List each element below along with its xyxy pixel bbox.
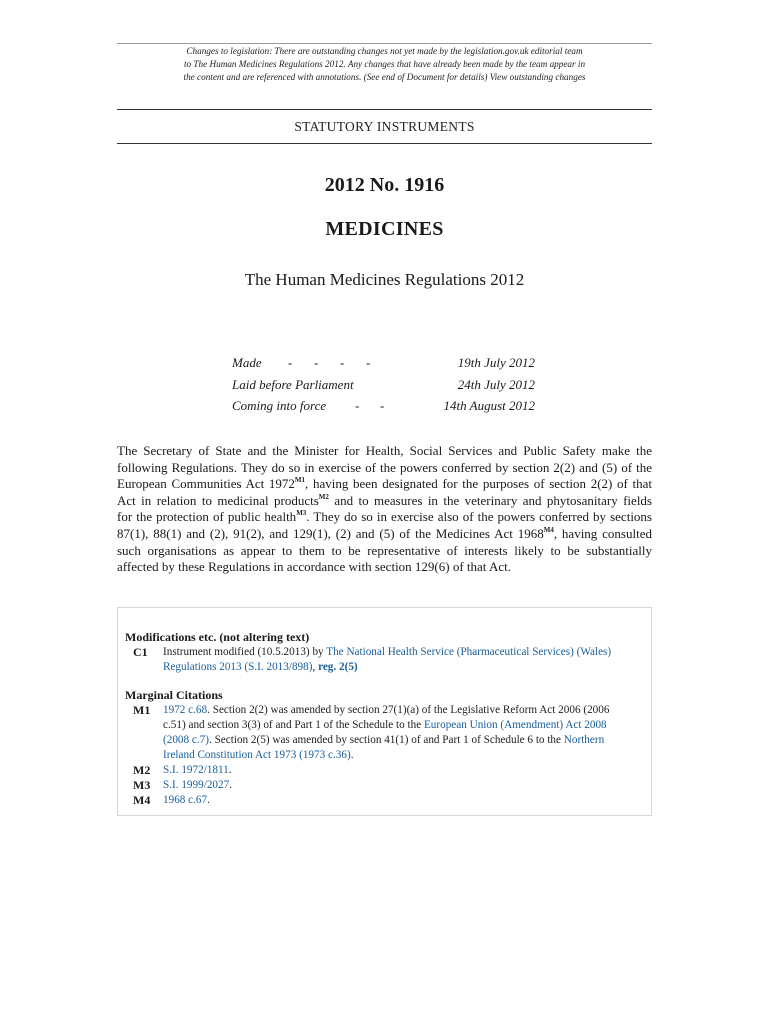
preamble-line: 87(1), 88(1) and (2), 91(2), and 129(1), (2) and (5) of the Medicines Act $1968^{M4}$, having consulted xyxy=(117,525,652,541)
footnote-ref-m4[interactable]: M4 xyxy=(543,525,554,534)
category-heading: STATUTORY INSTRUMENTS xyxy=(294,119,475,134)
eu-amendment-act-link-cont[interactable]: (2008 c.7) xyxy=(163,734,209,746)
preamble-line: Act in relation to medicinal products$^{M2}$ and to measures in the veterinary and phytosanitary fields xyxy=(117,492,652,508)
m4-link[interactable]: 1968 c.67 xyxy=(163,794,208,806)
dash: - xyxy=(340,355,345,370)
m1-act-link[interactable]: 1972 c.68 xyxy=(163,704,208,716)
banner-line-2: to The Human Medicines Regulations 2012. Any changes that have already been made by the team appear in xyxy=(183,59,586,69)
citation-key: M2 xyxy=(133,763,151,777)
preamble xyxy=(117,443,652,576)
banner-line-3-text[interactable]: the content and are referenced with annotations. (See end of Document for details) View outstanding changes xyxy=(183,72,586,82)
regulation-title: The Human Medicines Regulations 2012 xyxy=(244,270,525,289)
m3-link[interactable]: S.I. 1999/2027 xyxy=(163,779,230,791)
subject-heading: MEDICINES xyxy=(325,218,444,240)
northern-ireland-act-link[interactable]: Northern xyxy=(563,734,605,746)
date-row-in-force xyxy=(232,398,535,420)
banner-line-1: Changes to legislation: There are outstanding changes not yet made by the legislation.gov.uk editorial team xyxy=(186,46,583,56)
preamble-line: The Secretary of State and the Minister for Health, Social Services and Public Safety make the xyxy=(117,443,652,458)
footnote-ref-m1[interactable]: M1 xyxy=(294,476,306,485)
date-label: Coming into force xyxy=(232,398,327,413)
dash: - xyxy=(380,398,385,413)
c1-instrument-link-cont[interactable]: Regulations 2013 (S.I. 2013/898) xyxy=(163,661,313,673)
dash: - xyxy=(355,398,360,413)
top-rule xyxy=(117,109,652,110)
m2-link[interactable]: S.I. 1972/1811 xyxy=(163,764,229,776)
citation-key: M1 xyxy=(133,703,151,717)
marginal-citations-heading: Marginal Citations xyxy=(125,688,223,702)
citation-key: M4 xyxy=(133,793,151,807)
footnote-ref-m3[interactable]: M3 xyxy=(296,509,307,518)
annotation-text: Instrument modified (10.5.2013) by The National Health Service (Pharmaceutical Services) (Wales) Regulations 2013 (S.I. 2013/898), reg. 2(5) xyxy=(163,646,612,673)
date-row-laid xyxy=(232,377,535,399)
preamble-line: affected by these Regulations in accordance with section 129(6) of that Act. xyxy=(117,559,511,575)
preamble-line: for the protection of public health$^{M3}$. They do so in exercise also of the powers conferred by sections xyxy=(117,509,652,525)
preamble-line: European Communities Act $1972^{M1}$, having been designated for the purposes of section 2(2) of that xyxy=(117,476,653,492)
date-value: 14th August 2012 xyxy=(443,398,535,413)
citation-text: 1972 c.68. Section 2(2) was amended by section 27(1)(a) of the Legislative Reform Act 2006 (2006 c.51) and section 3(3) of and Part 1 of the Schedule to the European Union (Amendment) Act 2008 (2008 c.7). Section 2(5) was amended by section 41(1) of and Part 1 of Schedule 6 to the Northern Ireland Constitution Act 1973 (1973 c.36). xyxy=(163,704,610,761)
date-label: Made xyxy=(232,355,262,370)
changes-banner xyxy=(117,43,652,84)
date-value: 24th July 2012 xyxy=(457,376,535,392)
preamble-line: following Regulations. They do so in exercise of the powers conferred by section 2(2) and (5) of the xyxy=(117,459,652,475)
northern-ireland-act-link-cont[interactable]: Ireland Constitution Act 1973 (1973 c.36) xyxy=(163,749,351,761)
annotation-key: C1 xyxy=(133,645,148,659)
date-value: 19th July 2012 xyxy=(457,355,535,370)
dash: - xyxy=(366,355,371,370)
bottom-rule xyxy=(117,143,652,144)
footnote-ref-m2[interactable]: M2 xyxy=(318,492,329,501)
dates-table xyxy=(232,355,535,420)
c1-instrument-link[interactable]: The National Health Service (Pharmaceutical Services) (Wales) xyxy=(326,646,612,658)
c1-regulation-link[interactable]: reg. 2(5) xyxy=(318,661,358,673)
dash: - xyxy=(314,355,319,370)
citation-text: S.I. 1972/1811. xyxy=(163,764,232,776)
citation-text: S.I. 1999/2027. xyxy=(163,779,232,791)
date-row-made xyxy=(232,355,535,377)
date-label: Laid before Parliament xyxy=(232,376,354,392)
banner-line-3 xyxy=(117,71,652,84)
preamble-line: such organisations as appear to them to be representative of interests likely to be substantially xyxy=(117,542,652,558)
annotations-box xyxy=(117,607,652,816)
citation-key: M3 xyxy=(133,778,151,792)
citation-text: 1968 c.67. xyxy=(163,794,210,806)
instrument-number: 2012 No. 1916 xyxy=(324,174,445,196)
eu-amendment-act-link[interactable]: European Union (Amendment) Act 2008 xyxy=(423,719,607,731)
modifications-heading: Modifications etc. (not altering text) xyxy=(125,630,310,644)
dash: - xyxy=(288,355,293,370)
